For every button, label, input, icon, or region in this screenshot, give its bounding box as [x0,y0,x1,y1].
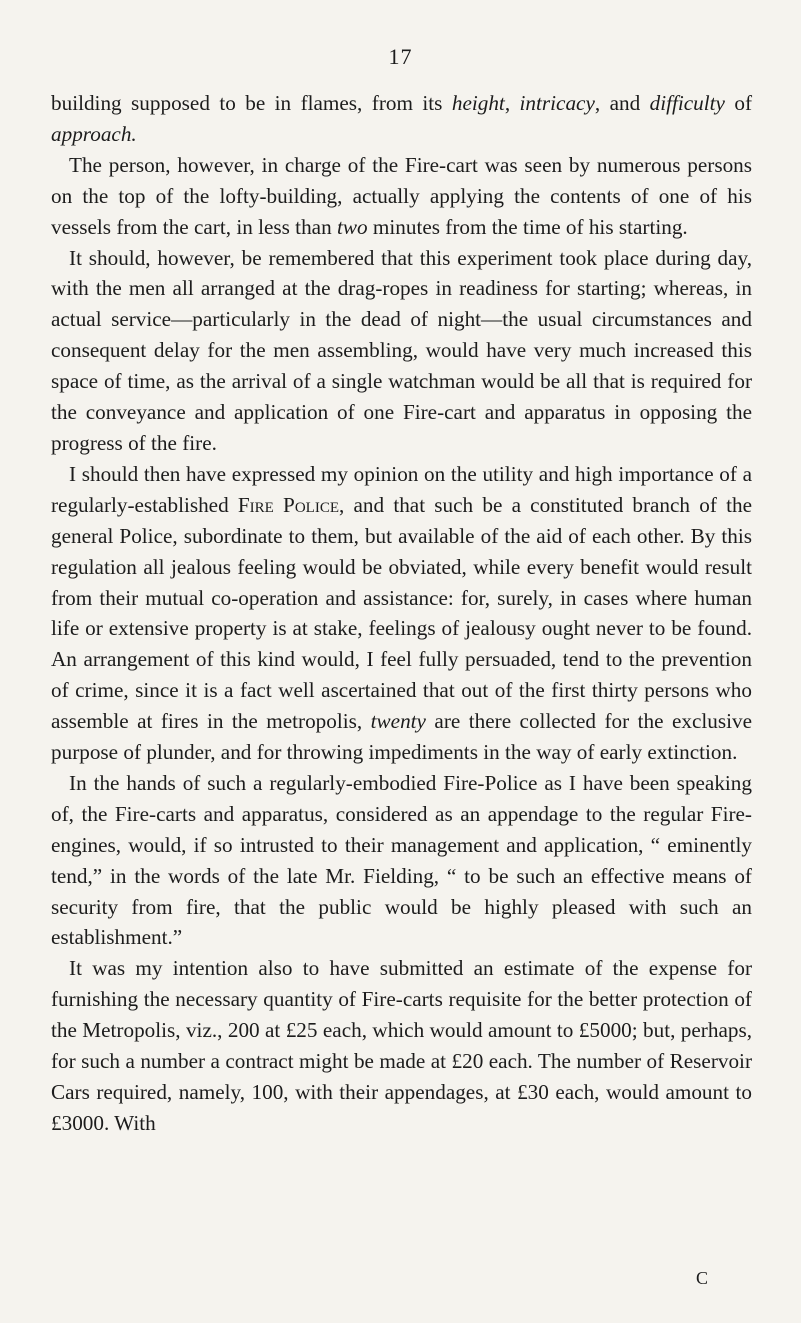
small-caps-run: Fire Police [237,492,339,517]
paragraph [51,150,752,243]
italic-run: difficulty [649,91,725,115]
paragraph [51,768,752,953]
text-run: are there collected for the exclusive purpose of plunder, and for throwing impediments in the way of early extinction. [51,709,752,765]
page-number: 17 [388,44,413,69]
text-run: I should then have expressed my opinion on the utility and high importance of a regularly-established [51,461,752,517]
italic-run: two [336,214,368,239]
paragraph [51,243,752,459]
paragraph [51,953,752,1138]
text-run: It was my intention also to have submitted an estimate of the expense for furnishing the necessary quantity of Fire-carts requisite for the better protection of the Metropolis, viz., 200 at £25 each, which would amount to £5000; but, perhaps, for such a number a contract might be made at £20 each. The number of Reservoir Cars required, namely, 100, with their appendages, at £30 each, would amount to £3000. With [51,956,752,1135]
italic-run: height [451,91,505,115]
text-run: , and that such be a constituted branch of the general Police, subordinate to them, but available of the aid of each other. By this regulation all jealous feeling would be obviated, while every benefit would result from their mutual co-operation and assistance: for, surely, in cases where human life or extensive property is at stake, feelings of jealousy ought never to be found. An arrangement of this kind would, I feel fully persuaded, tend to the prevention of crime, since it is a fact well ascertained that out of the first thirty persons who assemble at fires in the metropolis, [51,492,752,734]
paragraph [51,459,752,768]
italic-run: twenty [370,709,426,734]
text-run: , [504,91,520,115]
italic-run: intricacy [519,91,595,115]
text-run: It should, however, be remembered that this experiment took place during day, with the men all arranged at the drag-ropes in readiness for starting; whereas, in actual service—particularly in the dead of night—the usual circumstances and consequent delay for the men assembling, would have very much increased this space of time, as the arrival of a single watchman would be all that is required for the conveyance and application of one Fire-cart and apparatus in opposing the progress of the fire. [51,245,752,455]
text-run: In the hands of such a regularly-embodied Fire-Police as I have been speaking of, the Fire-carts and apparatus, considered as an appendage to the regular Fire-engines, would, if so intrusted to their management and application, “ eminently tend,” in the words of the late Mr. Fielding, “ to be such an effective means of security from fire, that the public would be highly pleased with such an establishment.” [51,770,752,950]
text-run: The person, however, in charge of the Fire-cart was seen by numerous persons on the top of the lofty-building, actually applying the contents of one of his vessels from the cart, in less than [51,152,752,239]
text-run: , and [594,91,650,115]
text-run: of [724,91,753,115]
text-run: building supposed to be in flames, from its [51,91,452,115]
body-text [51,88,752,1139]
text-run: minutes from the time of his starting. [367,214,688,239]
italic-run: approach. [51,121,137,146]
signature-mark: C [696,1268,709,1288]
paragraph [51,88,752,150]
